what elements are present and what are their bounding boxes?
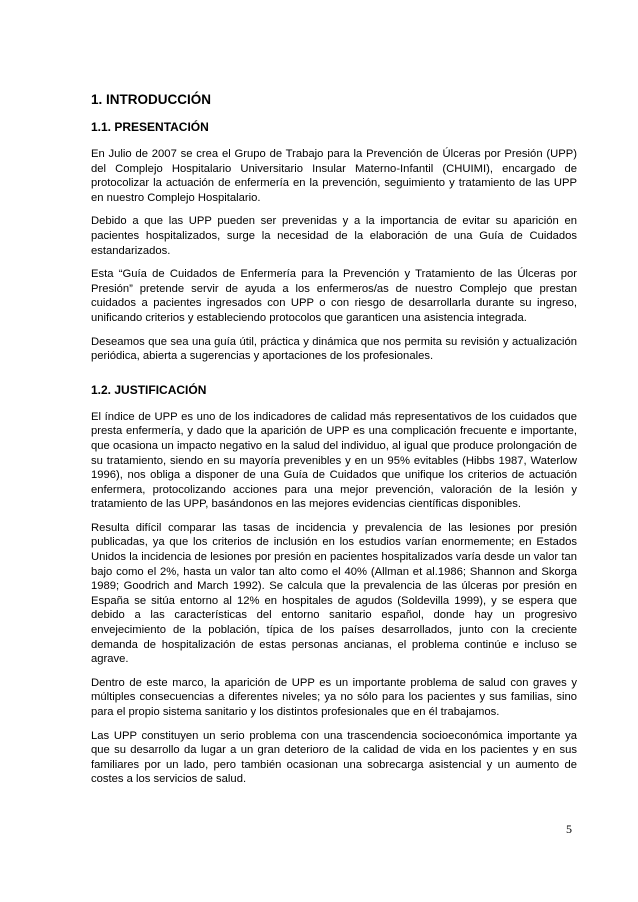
section-title-justificacion: 1.2. JUSTIFICACIÓN (91, 382, 207, 397)
section-title-presentacion: 1.1. PRESENTACIÓN (91, 120, 209, 134)
paragraph: Resulta difícil comparar las tasas de incidencia y prevalencia de las lesiones por presión publicadas, ya que los criterios de inclusión en los estudios varían enormemente; en Estados Unidos la incidencia de lesiones por presión en pacientes hospitalizados varía desde un valor tan bajo como el 2%, hasta un valor tan alto como el 40% (Allman et al.1986; Shannon and Skorga 1989; Goodrich and March 1992). Se calcula que la prevalencia de las úlceras por presión en España se sitúa entorno al 12% en hospitales de agudos (Soldevilla 1999), y se espera que debido a las características del entorno sanitario español, donde hay un progresivo envejecimiento de la población, típica de los países desarrollados, junto con la creciente demanda de hospitalización de estas personas ancianas, el problema continúe e incluso se agrave. (91, 521, 577, 666)
paragraph: Dentro de este marco, la aparición de UPP es un importante problema de salud con graves y múltiples consecuencias a diferentes niveles; ya no sólo para los pacientes y sus familias, sino para el propio sistema sanitario y los distintos profesionales que en él trabajamos. (91, 676, 577, 718)
document-page (91, 92, 577, 796)
paragraph: Las UPP constituyen un serio problema con una trascendencia socioeconómica importante ya que su desarrollo da lugar a un gran deterioro de la calidad de vida en los pacientes y en sus familiares por un lado, pero también ocasionan una sobrecarga asistencial y un aumento de costes a los servicios de salud. (91, 729, 577, 786)
paragraph: El índice de UPP es uno de los indicadores de calidad más representativos de los cuidados que presta enfermería, y dado que la aparición de UPP es una complicación frecuente e importante, que ocasiona un impacto negativo en la salud del individuo, al igual que produce prolongación de su tratamiento, siendo en su mayoría prevenibles y en un 95% evitables (Hibbs 1987, Waterlow 1996), nos obliga a disponer de una Guía de Cuidados que unifique los criterios de actuación enfermera, protocolizando acciones para una mejor prevención, valoración de la lesión y tratamiento de las UPP, basándonos en las mejores evidencias científicas disponibles. (91, 410, 577, 511)
paragraph: Deseamos que sea una guía útil, práctica y dinámica que nos permita su revisión y actualización periódica, abierta a sugerencias y aportaciones de los profesionales. (91, 335, 577, 363)
paragraph: Esta “Guía de Cuidados de Enfermería para la Prevención y Tratamiento de las Úlceras por Presión” pretende servir de ayuda a los enfermeros/as de nuestro Complejo que prestan cuidados a pacientes ingresados con UPP o con riesgo de desarrollarla durante su ingreso, unificando criterios y estableciendo protocolos que garanticen una asistencia integrada. (91, 268, 577, 324)
page-number: 5 (566, 822, 572, 836)
document-heading: 1. INTRODUCCIÓN (91, 92, 212, 107)
paragraph: Debido a que las UPP pueden ser prevenidas y a la importancia de evitar su aparición en pacientes hospitalizados, surge la necesidad de la elaboración de una Guía de Cuidados estandarizados. (91, 215, 577, 257)
paragraph: En Julio de 2007 se crea el Grupo de Trabajo para la Prevención de Úlceras por Presión (UPP) del Complejo Hospitalario Universitario Insular Materno-Infantil (CHUIMI), encargado de protocolizar la actuación de enfermería en la prevención, seguimiento y tratamiento de las UPP en nuestro Complejo Hospitalario. (91, 148, 577, 204)
